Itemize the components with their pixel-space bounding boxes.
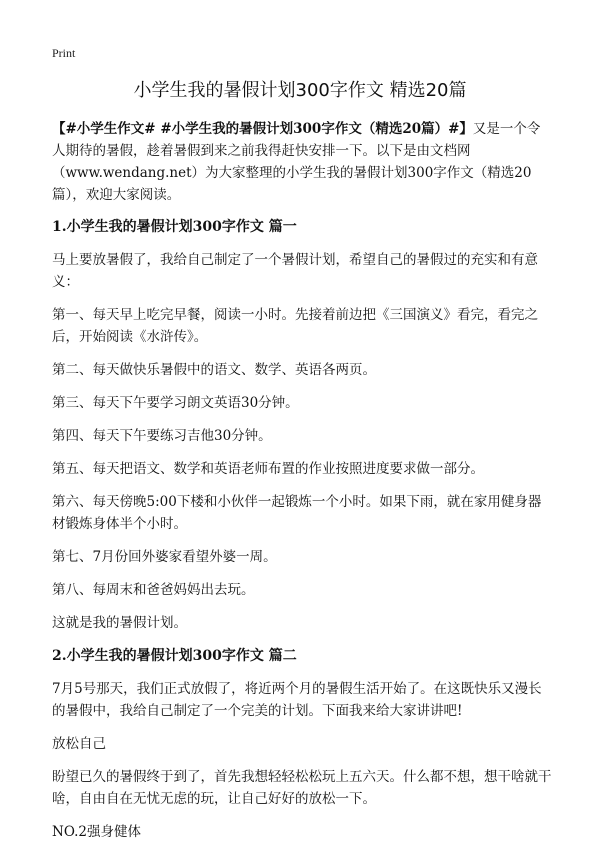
- paragraph: 第五、每天把语文、数学和英语老师布置的作业按照进度要求做一部分。: [52, 461, 484, 477]
- paragraph: NO.2强身健体: [52, 824, 141, 840]
- paragraph: 第七、7月份回外婆家看望外婆一周。: [52, 549, 277, 565]
- document-title: 小学生我的暑假计划300字作文 精选20篇: [133, 80, 467, 101]
- section-heading-2: 2.小学生我的暑假计划300字作文 篇二: [52, 648, 297, 664]
- intro-text: 又是一个令人期待的暑假，趁着暑假到来之前我得赶快安排一下。以下是由文档网（www.wendang.net）为大家整理的小学生我的暑假计划300字作文（精选20篇），欢迎大家阅读。: [52, 121, 541, 203]
- paragraph: 第八、每周末和爸爸妈妈出去玩。: [52, 582, 255, 598]
- print-label: Print: [52, 46, 76, 60]
- document-body: [52, 118, 552, 854]
- paragraph: 7月5号那天，我们正式放假了，将近两个月的暑假生活开始了。在这既快乐又漫长的暑假中，我给自己制定了一个完美的计划。下面我来给大家讲讲吧!: [52, 681, 542, 719]
- paragraph: 第六、每天傍晚5:00下楼和小伙伴一起锻炼一个小时。如果下雨，就在家用健身器材锻炼身体半个小时。: [52, 494, 542, 532]
- paragraph: 第三、每天下午要学习朗文英语30分钟。: [52, 395, 299, 411]
- paragraph: 放松自己: [52, 736, 106, 752]
- paragraph: 盼望已久的暑假终于到了，首先我想轻轻松松玩上五六天。什么都不想，想干啥就干啥，自由自在无忧无虑的玩，让自己好好的放松一下。: [52, 769, 552, 807]
- paragraph: 马上要放暑假了，我给自己制定了一个暑假计划，希望自己的暑假过的充实和有意义：: [52, 252, 538, 290]
- intro-tag-text: 【#小学生作文# #小学生我的暑假计划300字作文（精选20篇）#】: [52, 121, 473, 137]
- paragraph: 第一、每天早上吃完早餐，阅读一小时。先接着前边把《三国演义》看完，看完之后，开始阅读《水浒传》。: [52, 307, 538, 345]
- paragraph: 第二、每天做快乐暑假中的语文、数学、英语各两页。: [52, 362, 376, 378]
- section-heading-1: 1.小学生我的暑假计划300字作文 篇一: [52, 219, 297, 235]
- paragraph: 这就是我的暑假计划。: [52, 615, 187, 631]
- intro-paragraph: [52, 118, 552, 206]
- paragraph: 第四、每天下午要练习吉他30分钟。: [52, 428, 272, 444]
